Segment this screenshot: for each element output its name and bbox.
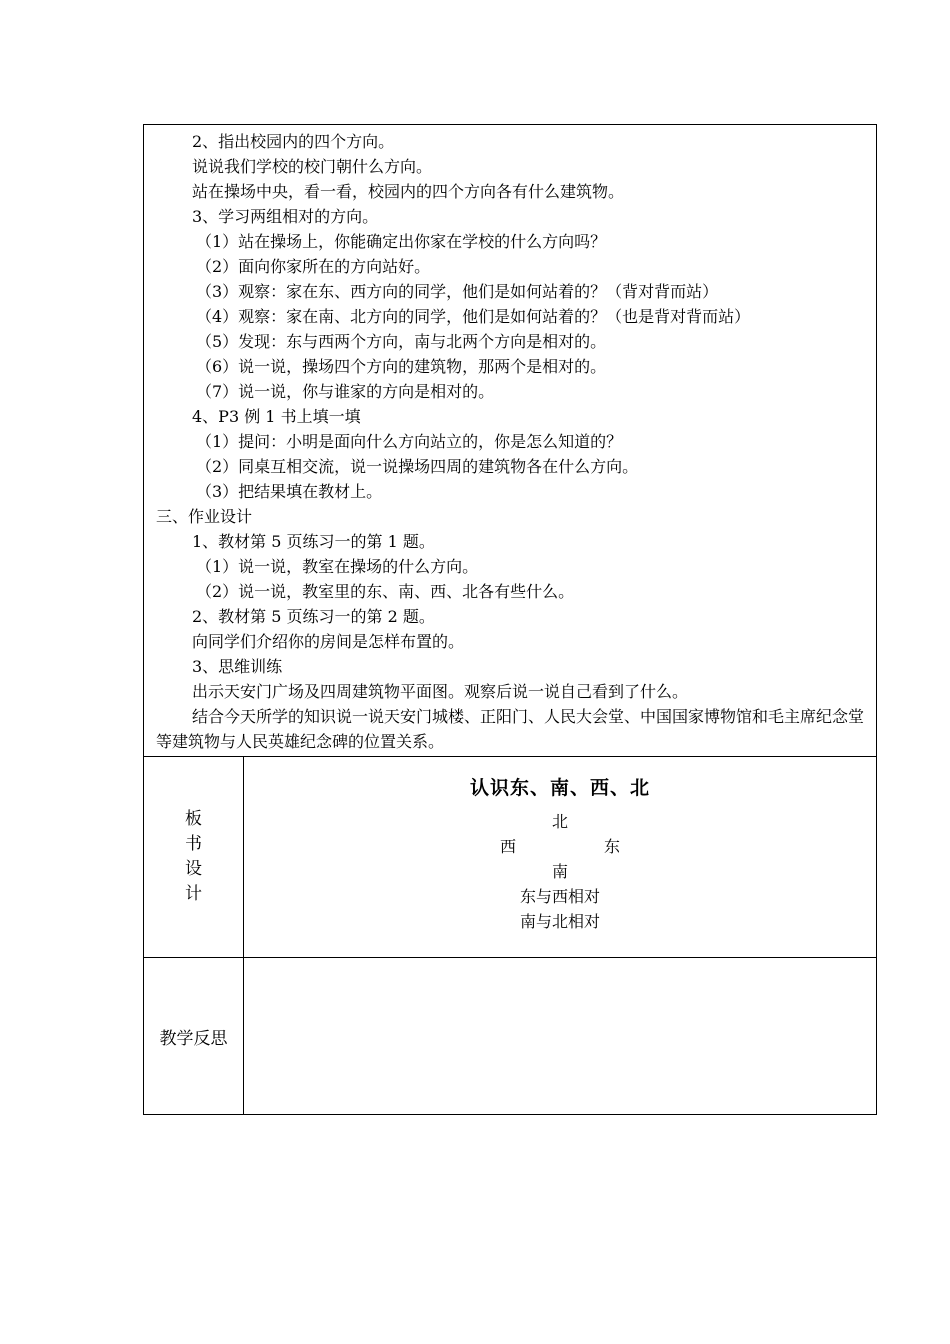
lesson-line: （2）同桌互相交流，说一说操场四周的建筑物各在什么方向。 bbox=[196, 457, 639, 476]
lesson-line: （1）站在操场上，你能确定出你家在学校的什么方向吗？ bbox=[196, 232, 607, 251]
lesson-line: （1）说一说，教室在操场的什么方向。 bbox=[196, 557, 479, 576]
lesson-line: 出示天安门广场及四周建筑物平面图。观察后说一说自己看到了什么。 bbox=[192, 682, 689, 701]
lesson-line: （2）面向你家所在的方向站好。 bbox=[196, 257, 431, 276]
board-title: 认识东、南、西、北 bbox=[470, 777, 651, 799]
reflection-label: 教学反思 bbox=[144, 958, 244, 1115]
reflection-content[interactable] bbox=[244, 958, 877, 1115]
lesson-line: 1、教材第 5 页练习一的第 1 题。 bbox=[192, 532, 435, 551]
board-west: 西 bbox=[499, 837, 516, 856]
board-line-east-west: 东与西相对 bbox=[520, 887, 601, 906]
board-design-label bbox=[144, 757, 244, 958]
board-label-char: 计 bbox=[185, 884, 202, 904]
lesson-line: （7）说一说，你与谁家的方向是相对的。 bbox=[196, 382, 495, 401]
lesson-line: 2、指出校园内的四个方向。 bbox=[192, 132, 395, 151]
board-west-east bbox=[244, 834, 876, 859]
lesson-line: 向同学们介绍你的房间是怎样布置的。 bbox=[192, 632, 465, 651]
lesson-line: 3、学习两组相对的方向。 bbox=[192, 207, 379, 226]
lesson-line: （3）观察：家在东、西方向的同学，他们是如何站着的？（背对背而站） bbox=[196, 282, 719, 301]
lesson-line: （1）提问：小明是面向什么方向站立的，你是怎么知道的？ bbox=[196, 432, 623, 451]
reflection-row bbox=[144, 958, 877, 1115]
board-label-char: 书 bbox=[185, 834, 202, 854]
board-label-char: 板 bbox=[185, 809, 202, 829]
lesson-line: （4）观察：家在南、北方向的同学，他们是如何站着的？（也是背对背而站） bbox=[196, 307, 751, 326]
board-south: 南 bbox=[552, 862, 569, 881]
board-east: 东 bbox=[604, 837, 621, 856]
board-line-south-north: 南与北相对 bbox=[520, 912, 601, 931]
lesson-line: （5）发现：东与西两个方向，南与北两个方向是相对的。 bbox=[196, 332, 607, 351]
lesson-line: 三、作业设计 bbox=[156, 507, 253, 526]
lesson-content-row bbox=[144, 125, 877, 757]
closing-paragraph: 结合今天所学的知识说一说天安门城楼、正阳门、人民大会堂、中国国家博物馆和毛主席纪念堂等建筑物与人民英雄纪念碑的位置关系。 bbox=[156, 707, 865, 751]
lesson-line: 4、P3 例 1 书上填一填 bbox=[192, 407, 361, 426]
lesson-content-cell bbox=[144, 125, 877, 757]
lesson-line: （6）说一说，操场四个方向的建筑物，那两个是相对的。 bbox=[196, 357, 607, 376]
lesson-lines bbox=[156, 129, 866, 704]
lesson-line: 说说我们学校的校门朝什么方向。 bbox=[192, 157, 433, 176]
board-north: 北 bbox=[552, 812, 569, 831]
lesson-line: 3、思维训练 bbox=[192, 657, 283, 676]
lesson-line: （2）说一说，教室里的东、南、西、北各有些什么。 bbox=[196, 582, 575, 601]
board-design-content bbox=[244, 757, 877, 958]
lesson-plan-table bbox=[143, 124, 877, 1115]
lesson-line: 2、教材第 5 页练习一的第 2 题。 bbox=[192, 607, 435, 626]
lesson-line: 站在操场中央，看一看，校园内的四个方向各有什么建筑物。 bbox=[192, 182, 625, 201]
board-design-row bbox=[144, 757, 877, 958]
lesson-line: （3）把结果填在教材上。 bbox=[196, 482, 383, 501]
board-label-char: 设 bbox=[185, 859, 202, 879]
